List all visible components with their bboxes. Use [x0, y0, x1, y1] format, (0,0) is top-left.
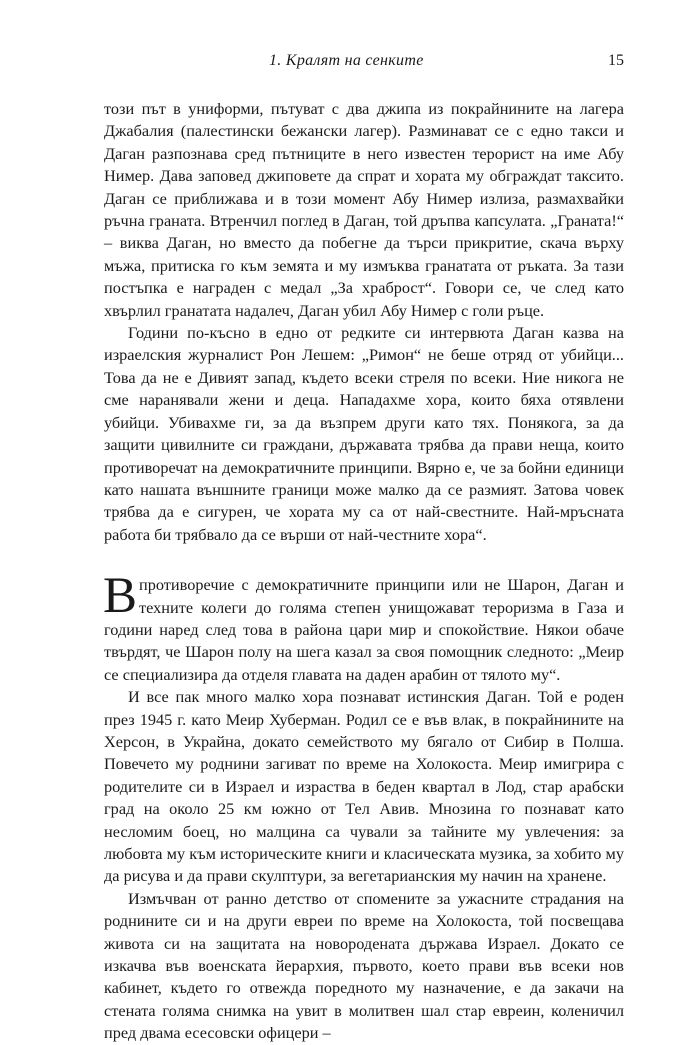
section-break: [104, 546, 624, 574]
page-number: 15: [608, 52, 624, 69]
paragraph-continued: този път в униформи, пътуват с два джипа из покрайнините на лагера Джабалия (палестински бежански лагер). Разминават се с едно такси и Даган разпознава сред пътниците в него известен терорист на име Абу Нимер. Дава заповед джиповете да спрат и хората му обграждат таксито. Даган се приближава и в този момент Абу Нимер излиза, размахвайки ръчна граната. Втренчил поглед в Даган, той дръпва капсулата. „Граната!“ – виква Даган, но вместо да побегне да търси прикритие, скача върху мъжа, притиска го към земята и му измъква гранатата от ръката. За тази постъпка е награден с медал „За храброст“. Говори се, че след като хвърлил гранатата надалеч, Даган убил Абу Нимер с голи ръце.: [104, 99, 624, 320]
paragraph-interview: Години по-късно в едно от редките си интервюта Даган казва на израелския журналист Рон Лешем: „Римон“ не беше отряд от убийци... Това да не е Дивият запад, където всеки стреля по всеки. Ние никога не сме наранявали жени и деца. Нападахме хора, които бяха отявлени убийци. Убивахме ги, за да възпрем други като тях. Понякога, за да защити цивилните си граждани, държавата трябва да прави неща, които противоречат на демократичните принципи. Вярно е, че за бойни единици като нашата външните граници може малко да се размият. Затова човек трябва да е сигурен, че хората му са от най-свестните. Най-мръсната работа би трябвало да се върши от най-честните хора“.: [104, 323, 624, 544]
section-opening-paragraph: [103, 568, 624, 686]
page-header: [104, 52, 624, 74]
section-opening-text: противоречие с демократичните принципи или не Шарон, Даган и техните колеги до голяма степен унищожават тероризма в Газа и години наред след това в района цари мир и спокойствие. Някои обаче твърдят, че Шарон полу на шега казал за своя помощник следното: „Меир се специализира да отделя главата на даден арабин от тялото му“.: [104, 575, 624, 684]
running-title: 1. Кралят на сенките: [269, 52, 424, 69]
drop-cap: В: [103, 568, 138, 625]
paragraph-biography: И все пак много малко хора познават истинския Даган. Той е роден през 1945 г. като Меир Хуберман. Родил се е във влак, в покрайнините на Херсон, в Украйна, докато семейството му бягало от Сибир в Полша. Повечето му роднини загиват по време на Холокоста. Меир имигрира с родителите си в Израел и израства в беден квартал в Лод, стар арабски град на около 25 км южно от Тел Авив. Мнозина го познават като несломим боец, но малцина са чували за тайните му увлечения: за любовта му към историческите книги и класическата музика, за хобито му да рисува и да прави скулптури, за вегетарианския му начин на хранене.: [104, 687, 624, 886]
paragraph-childhood: Измъчван от ранно детство от спомените за ужасните страдания на роднините си и на други евреи по време на Холокоста, той посвещава живота си на защитата на новородената държава Израел. Докато се изкачва във военската йерархия, първото, което прави във всеки нов кабинет, където го отвеждa поредното му назначение, е да закачи на стената голяма снимка на увит в молитвен шал стар евреин, коленичил пред двама есесовски офицери –: [104, 888, 624, 1043]
page-body: [104, 98, 624, 1045]
